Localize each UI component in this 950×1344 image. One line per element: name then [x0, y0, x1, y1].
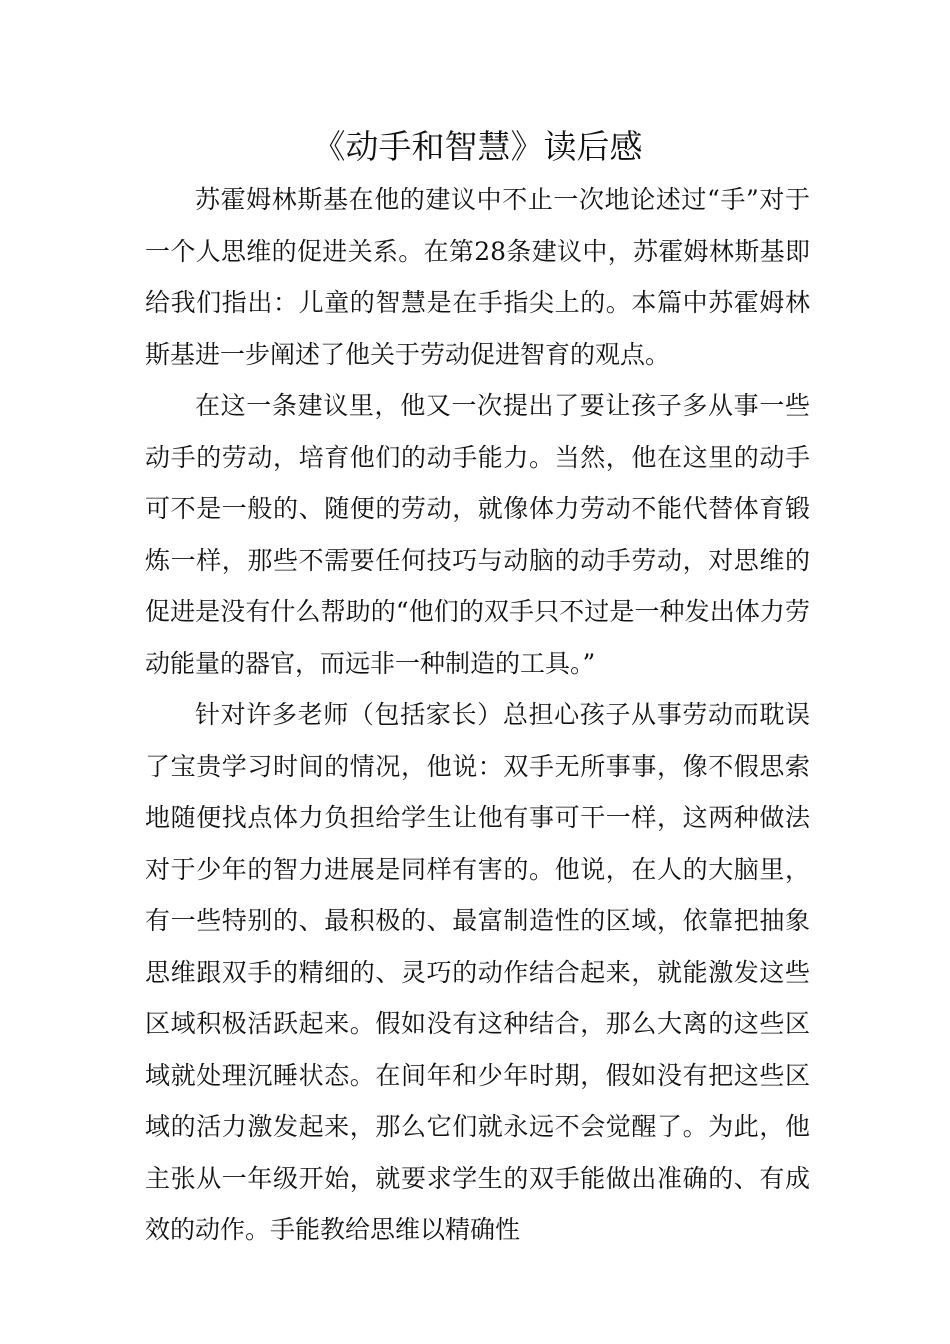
paragraph-1: 苏霍姆林斯基在他的建议中不止一次地论述过“手”对于一个人思维的促进关系。在第28条建议中，苏霍姆林斯基即给我们指出：儿童的智慧是在手指尖上的。本篇中苏霍姆林斯基进一步阐述了他关于劳动促进智育的观点。	[145, 185, 810, 369]
paragraph-2: 在这一条建议里，他又一次提出了要让孩子多从事一些动手的劳动，培育他们的动手能力。当然，他在这里的动手可不是一般的、随便的劳动，就像体力劳动不能代替体育锻炼一样，那些不需要任何技巧与动脑的动手劳动，对思维的促进是没有什么帮助的“他们的双手只不过是一种发出体力劳动能量的器官，而远非一种制造的工具。”	[145, 391, 810, 678]
paragraph-3: 针对许多老师（包括家长）总担心孩子从事劳动而耽误了宝贵学习时间的情况，他说：双手无所事事，像不假思索地随便找点体力负担给学生让他有事可干一样，这两种做法对于少年的智力进展是同样有害的。他说，在人的大脑里，有一些特别的、最积极的、最富制造性的区域，依靠把抽象思维跟双手的精细的、灵巧的动作结合起来，就能激发这些区域积极活跃起来。假如没有这种结合，那么大离的这些区域就处理沉睡状态。在间年和少年时期，假如没有把这些区域的活力激发起来，那么它们就永远不会觉醒了。为此，他主张从一年级开始，就要求学生的双手能做出准确的、有成效的动作。手能教给思维以精确性	[145, 700, 810, 1244]
document-title: 《动手和智慧》读后感	[312, 127, 643, 166]
document-body	[145, 174, 810, 1256]
